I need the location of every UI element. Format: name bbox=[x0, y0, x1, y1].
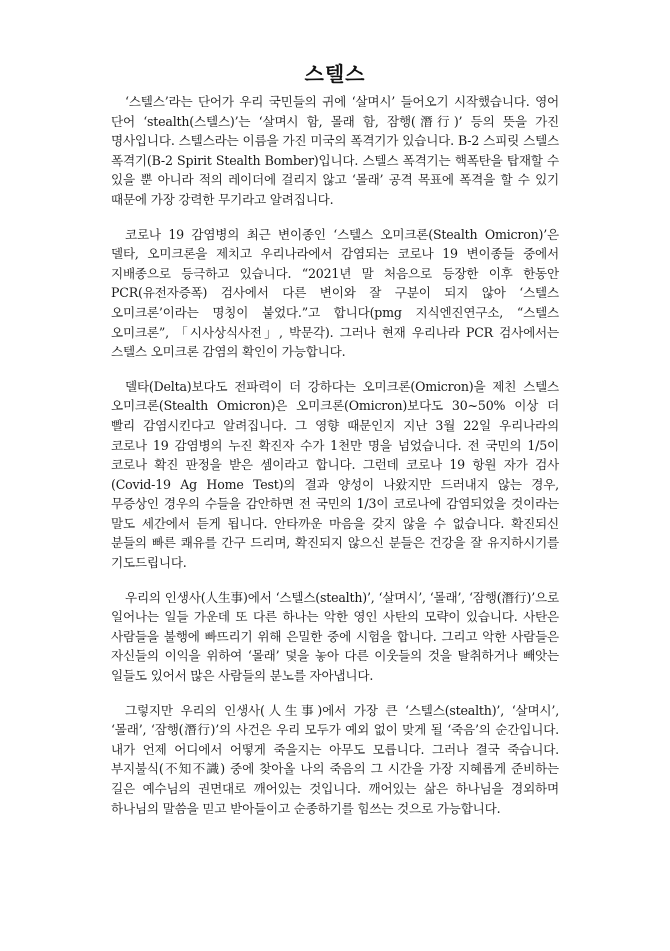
paragraph-4: 우리의 인생사(人生事)에서 ‘스텔스(stealth)’, ‘살며시’, ‘몰래’, ‘잠행(潛行)’으로 일어나는 일들 가운데 또 다른 하나는 악한 영인 사탄의 모략이 있습니다. 사탄은 사람들을 불행에 빠뜨리기 위해 은밀한 중에 시험을 합니다. 그리고 악한 사람들은 자신들의 이익을 위하여 ‘몰래’ 덫을 놓아 다른 이웃들의 것을 탈취하거나 빼앗는 일들도 있어서 많은 사람들의 분노를 자아냅니다. bbox=[111, 589, 559, 684]
document-title: 스텔스 bbox=[304, 62, 366, 86]
document-body bbox=[111, 92, 559, 833]
paragraph-5: 그렇지만 우리의 인생사(人生事)에서 가장 큰 ‘스텔스(stealth)’, ‘살며시’, ‘몰래’, ‘잠행(潛行)’의 사건은 우리 모두가 예외 없이 맞게 될 ‘죽음’의 순간입니다. 내가 언제 어디에서 어떻게 죽을지는 아무도 모릅니다. 그러나 결국 죽습니다. 부지불식(不知不識) 중에 찾아올 나의 죽음의 그 시간을 가장 지혜롭게 준비하는 길은 예수님의 권면대로 깨어있는 것입니다. 깨어있는 삶은 하나님을 경외하며 하나님의 말씀을 믿고 받아들이고 순종하기를 힘쓰는 것으로 가능합니다. bbox=[111, 702, 559, 816]
paragraph-2: 코로나 19 감염병의 최근 변이종인 ‘스텔스 오미크론(Stealth Omicron)’은 델타, 오미크론을 제치고 우리나라에서 감염되는 코로나 19 변이종들 중에서 지배종으로 등극하고 있습니다. “2021년 말 처음으로 등장한 이후 한동안 PCR(유전자증폭) 검사에서 다른 변이와 잘 구분이 되지 않아 ‘스텔스 오미크론’이라는 명칭이 붙었다.”고 합니다(pmg 지식엔진연구소, “스텔스 오미크론”, 「시사상식사전」, 박문각). 그러나 현재 우리나라 PCR 검사에서는 스텔스 오미크론 감염의 확인이 가능합니다. bbox=[111, 226, 559, 360]
paragraph-3: 델타(Delta)보다도 전파력이 더 강하다는 오미크론(Omicron)을 제친 스텔스 오미크론(Stealth Omicron)은 오미크론(Omicron)보다도 30~50% 이상 더 빨리 감염시킨다고 알려집니다. 그 영향 때문인지 지난 3월 22일 우리나라의 코로나 19 감염병의 누진 확진자 수가 1천만 명을 넘었습니다. 전 국민의 1/5이 코로나 확진 판정을 받은 셈이라고 합니다. 그런데 코로나 19 항원 자가 검사(Covid-19 Ag Home Test)의 결과 양성이 나왔지만 드러내지 않는 경우, 무증상인 경우의 수들을 감안하면 전 국민의 1/3이 코로나에 감염되었을 것이라는 말도 세간에서 듣게 됩니다. 안타까운 마음을 갖지 않을 수 없습니다. 확진되신 분들의 빠른 쾌유를 간구 드리며, 확진되지 않으신 분들은 건강을 잘 유지하시기를 기도드립니다. bbox=[111, 378, 559, 571]
paragraph-1: ‘스텔스’라는 단어가 우리 국민들의 귀에 ‘살며시’ 들어오기 시작했습니다. 영어 단어 ‘stealth(스텔스)’는 ‘살며시 함, 몰래 함, 잠행(潛行)’ 등의 뜻을 가진 명사입니다. 스텔스라는 이름을 가진 미국의 폭격기가 있습니다. B-2 스피릿 스텔스 폭격기(B-2 Spirit Stealth Bomber)입니다. 스텔스 폭격기는 핵폭탄을 탑재할 수 있을 뿐 아니라 적의 레이더에 걸리지 않고 ‘몰래’ 공격 목표에 폭격을 할 수 있기 때문에 가장 강력한 무기라고 알려집니다. bbox=[111, 94, 559, 207]
